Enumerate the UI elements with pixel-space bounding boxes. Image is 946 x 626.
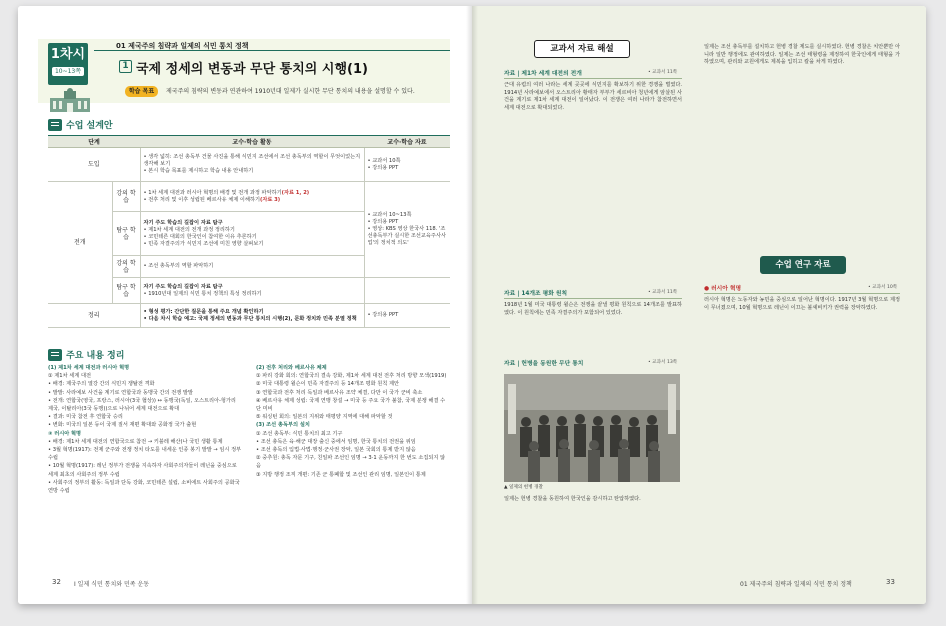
summary-line: • 결과: 미국 참전 후 연합국 승리: [48, 414, 123, 421]
summary-line: ① 제1차 세계 대전: [48, 373, 91, 380]
summary-line: ② 중추원: 총독 자문 기구, 친일파 조선인 임명 → 3·1 운동까지 한 번도 소집되지 않음: [256, 455, 446, 470]
plan-heading-text: 수업 설계안: [66, 121, 113, 131]
table-row: [48, 148, 450, 182]
chapter-footer: Ⅰ 일제 식민 통치와 민족 운동: [74, 581, 150, 588]
lesson-pages: 10~13쪽: [52, 67, 84, 76]
page-number: 32: [52, 578, 61, 586]
summary-columns: [48, 364, 450, 495]
photo-caption: ▲ 일제의 헌병 경찰: [504, 485, 543, 490]
summary-line: • 사회주의 정부의 활동: 독일과 단독 강화, 코민테른 설립, 소비에트 사회주의 공화국 연방 수립: [48, 479, 240, 495]
divider: [504, 78, 682, 79]
goal-text: 제국주의 침략의 변동과 연관하여 1910년대 일제가 실시한 무단 통치의 내용을 설명할 수 있다.: [166, 88, 415, 95]
stage-cell: 정리: [48, 304, 140, 328]
summary-line: ④ 베르사유 체제 성립: 국제 연맹 창설 → 미국 등 주요 국가 불참, 국제 분쟁 해결 수단 미비: [256, 397, 446, 413]
divider: [504, 298, 682, 299]
activity-cell: [140, 212, 364, 256]
col1-heading: 교과서 자료 해설: [534, 40, 630, 58]
activity-cell: • 조선 총독부의 역할 파악하기: [140, 256, 364, 278]
summary-line: ⑤ 워싱턴 회의: 일본의 지위와 태평양 지역에 대해 파악할 것: [256, 414, 393, 421]
summary-line: ② 미국 대통령 윌슨이 민족 자결주의 등 14개조 평화 원칙 제안: [256, 381, 399, 388]
source-ref: • 교과서 11쪽: [648, 290, 678, 295]
summary-line: • 조선 총독은 육·해군 대장 출신 중에서 임명, 한국 통치의 전권을 위임: [256, 438, 416, 445]
summary-line: ① 조선 총독부: 식민 통치의 최고 기구: [256, 430, 343, 437]
page-number: 33: [886, 578, 895, 586]
activity-line: • 제1차 세계 대전의 전개 과정 정리하기: [143, 226, 235, 233]
activity-line: 자기 주도 학습의 길잡이 자료 탐구: [143, 219, 223, 226]
source-title: 자료 | 제1차 세계 대전의 전개: [504, 71, 582, 77]
material-cell: [364, 148, 450, 182]
activity-cell: [140, 278, 364, 304]
table-header-row: [48, 136, 450, 148]
summary-line: • 조선 총독의 입법·사법·행정·군사권 장악, 일본 국회의 통제 받지 않음: [256, 447, 416, 454]
building-illustration-icon: [48, 88, 92, 114]
source-title: 자료 | 14개조 평화 원칙: [504, 291, 568, 297]
book-gutter: [466, 6, 478, 604]
material-line: • 강의용 PPT: [367, 164, 399, 171]
source-ref: • 교과서 10쪽: [868, 285, 898, 290]
source-highlight: (자료 1, 2): [281, 189, 310, 196]
activity-line: • 1차 세계 대전과 러시아 혁명의 배경 및 전개 과정 파악하기(자료 1, 2): [143, 189, 310, 196]
lesson-badge: [48, 43, 88, 85]
column-paragraph: 러시아 혁명은 노동자와 농민을 중심으로 일어난 혁명이다. 1917년 3월 혁명으로 제정이 무너졌으며, 10월 혁명으로 레닌이 이끄는 볼셰비키가 권력을 장악하였다.: [704, 297, 900, 311]
activity-line: 자기 주도 학습의 길잡이 자료 탐구: [143, 283, 223, 290]
summary-line: • 10월 혁명(1917): 레닌 정부가 전쟁을 지속하자 사회주의자들이 레닌을 중심으로 세계 최초의 사회주의 정부 수립: [48, 463, 237, 478]
material-cell: [364, 182, 450, 278]
stage-cell: 도입: [48, 148, 140, 182]
source-paragraph: 일제는 헌병 경찰을 동원하여 한국인을 감시하고 탄압하였다.: [504, 496, 641, 502]
activity-cell: [140, 148, 364, 182]
source-paragraph: 근대 유럽의 여러 나라는 세계 곳곳에 식민지를 확보하기 위한 경쟁을 벌였다. 1914년 사라예보에서 오스트리아 황태자 부부가 세르비아 청년에게 암살된 사건을 계기로 제1차 세계 대전이 일어났다. 이 전쟁은 여러 나라가 참전하면서 세계 대전으로 확대되었다.: [504, 82, 682, 111]
substage-cell: 강의 학습: [112, 182, 140, 212]
summary-line: ③ 연합국과 전후 처리 독일과 베르사유 조약 체결, 다만 이 국가 군비 축소: [256, 389, 423, 396]
summary-heading: [48, 348, 124, 361]
historical-photo: [504, 374, 680, 482]
chapter-footer: 01 제국주의 침략과 일제의 식민 통치 정책: [740, 581, 852, 588]
table-header: 교수·학습 활동: [140, 136, 364, 148]
left-page: [18, 6, 472, 604]
source-title: ● 러시아 혁명: [704, 286, 742, 292]
material-line: • 교과서 10쪽: [367, 157, 401, 164]
activity-line: • 전후 처리 및 이후 성립된 베르사유 체제 이해하기(자료 3): [143, 196, 281, 203]
source-highlight: (자료 3): [259, 196, 281, 203]
summary-line: (3) 조선 총독부의 설치: [256, 422, 310, 429]
divider: [704, 293, 900, 294]
activity-cell: [140, 304, 364, 328]
summary-line: ② 러시아 혁명: [48, 430, 82, 437]
lesson-plan-table: [48, 135, 450, 328]
summary-line: (2) 전후 처리와 베르사유 체제: [256, 365, 327, 371]
summary-line: ① 파리 강화 회의: 연합국의 결속 강화, 제1차 세계 대전 전후 처리 방향 모색(1919): [256, 373, 447, 380]
summary-column: [48, 364, 242, 495]
summary-line: ③ 지방 행정 조직 개편: 기존 군 통폐합 및 조선인 관리 임명, 일본인이 통제: [256, 471, 426, 478]
summary-line: • 배경: 제국주의 열강 간의 식민지 쟁탈전 격화: [48, 381, 155, 388]
source-title: 자료 | 헌병을 동원한 무단 통치: [504, 361, 584, 367]
title-number: 1: [119, 60, 132, 73]
plan-heading: [48, 118, 113, 131]
activity-line: • 형성 평가: 간단한 질문을 통해 주요 개념 확인하기: [143, 308, 264, 315]
summary-line: • 전개: 연합국(영국, 프랑스, 러시아(3국 협상)) ↔ 동맹국(독일, 오스트리아-헝가리 제국, 이탈리아(3국 동맹))으로 나뉘어 세계 대전으로 확대: [48, 397, 236, 413]
unit-title: 01 제국주의 침략과 일제의 식민 통치 정책: [116, 42, 249, 50]
summary-line: • 발발: 사라예보 사건을 계기로 연합국과 동맹국 간의 전쟁 발발: [48, 389, 193, 396]
activity-line: • 생각 넓히: 조선 총독부 건물 사진을 통해 식민지 조선에서 조선 총독부의 역할이 무엇이었는지 생각해 보기: [143, 154, 361, 167]
right-page: [472, 6, 926, 604]
substage-cell: 강의 학습: [112, 256, 140, 278]
stage-cell: 전개: [48, 182, 112, 304]
unit-divider: [94, 50, 450, 51]
summary-column: [256, 364, 450, 495]
activity-line: • 다음 차시 학습 예고: 국제 정세의 변동과 무단 통치의 시행(2), 문화 정치와 민족 분열 정책: [143, 315, 357, 322]
material-line: • 영상: KBS 영상 한국사 118. '조선총독부가 실시한 조선교육주사사업'의 정치적 의도': [367, 226, 446, 246]
page-title: 국제 정세의 변동과 무단 통치의 시행(1): [136, 62, 368, 77]
substage-cell: 탐구 학습: [112, 278, 140, 304]
col2-heading: 수업 연구 자료: [760, 256, 846, 274]
material-cell: • 강의용 PPT: [364, 304, 450, 328]
activity-cell: [140, 182, 364, 212]
summary-line: • 배경: 제1차 세계 대전의 연합국으로 참전 → 키블레 해산(나 국민 생활 통제: [48, 438, 223, 445]
table-row: [48, 182, 450, 212]
summary-line: • 변화: 미국의 일본 등이 국제 질서 재편 확대와 공화정 국가 출현: [48, 422, 197, 429]
source-paragraph: 1918년 1월 미국 대통령 윌슨은 전쟁을 끝낼 평화 원칙으로 14개조를 발표하였다. 이 원칙에는 민족 자결주의가 포함되어 있었다.: [504, 302, 682, 316]
lesson-label: 1차시: [50, 47, 86, 62]
goal-badge: 학습 목표: [125, 86, 158, 97]
section-icon: [48, 349, 62, 361]
source-ref: • 교과서 13쪽: [648, 360, 678, 365]
activity-line: • 민족 자결주의가 식민지 조선에 미친 영향 살펴보기: [143, 240, 264, 247]
table-header: 교수·학습 자료: [364, 136, 450, 148]
summary-heading-text: 주요 내용 정리: [66, 351, 125, 361]
source-ref: • 교과서 11쪽: [648, 70, 678, 75]
section-icon: [48, 119, 62, 131]
book-spread: [18, 6, 926, 604]
column-paragraph: 일제는 조선 총독부를 설치하고 헌병 경찰 제도를 실시하였다. 헌병 경찰은 치안뿐만 아니라 일반 행정에도 관여하였다. 일제는 조선 태형령을 제정하여 한국인에게 태형을 가하였으며, 관리와 교원에게도 제복을 입히고 칼을 차게 하였다.: [704, 44, 900, 66]
summary-line: • 3월 혁명(1917): 전제 군주와 전쟁 정치 타도를 내세운 인종 봉기 발발 → 임시 정부 수립: [48, 447, 242, 462]
table-header: 단계: [48, 136, 140, 148]
activity-line: • 코민테른 대회의 한국인이 참여한 이유 추론하기: [143, 233, 257, 240]
summary-line: (1) 제1차 세계 대전과 러시아 혁명: [48, 365, 130, 371]
material-line: • 강의용 PPT: [367, 219, 399, 225]
material-line: • 교과서 10~13쪽: [367, 212, 412, 218]
activity-line: • 본시 학습 목표를 제시하고 학습 내용 안내하기: [143, 168, 254, 174]
activity-line: • 1910년대 일제의 식민 통치 정책의 특성 정리하기: [143, 290, 262, 297]
table-row: [48, 304, 450, 328]
substage-cell: 탐구 학습: [112, 212, 140, 256]
